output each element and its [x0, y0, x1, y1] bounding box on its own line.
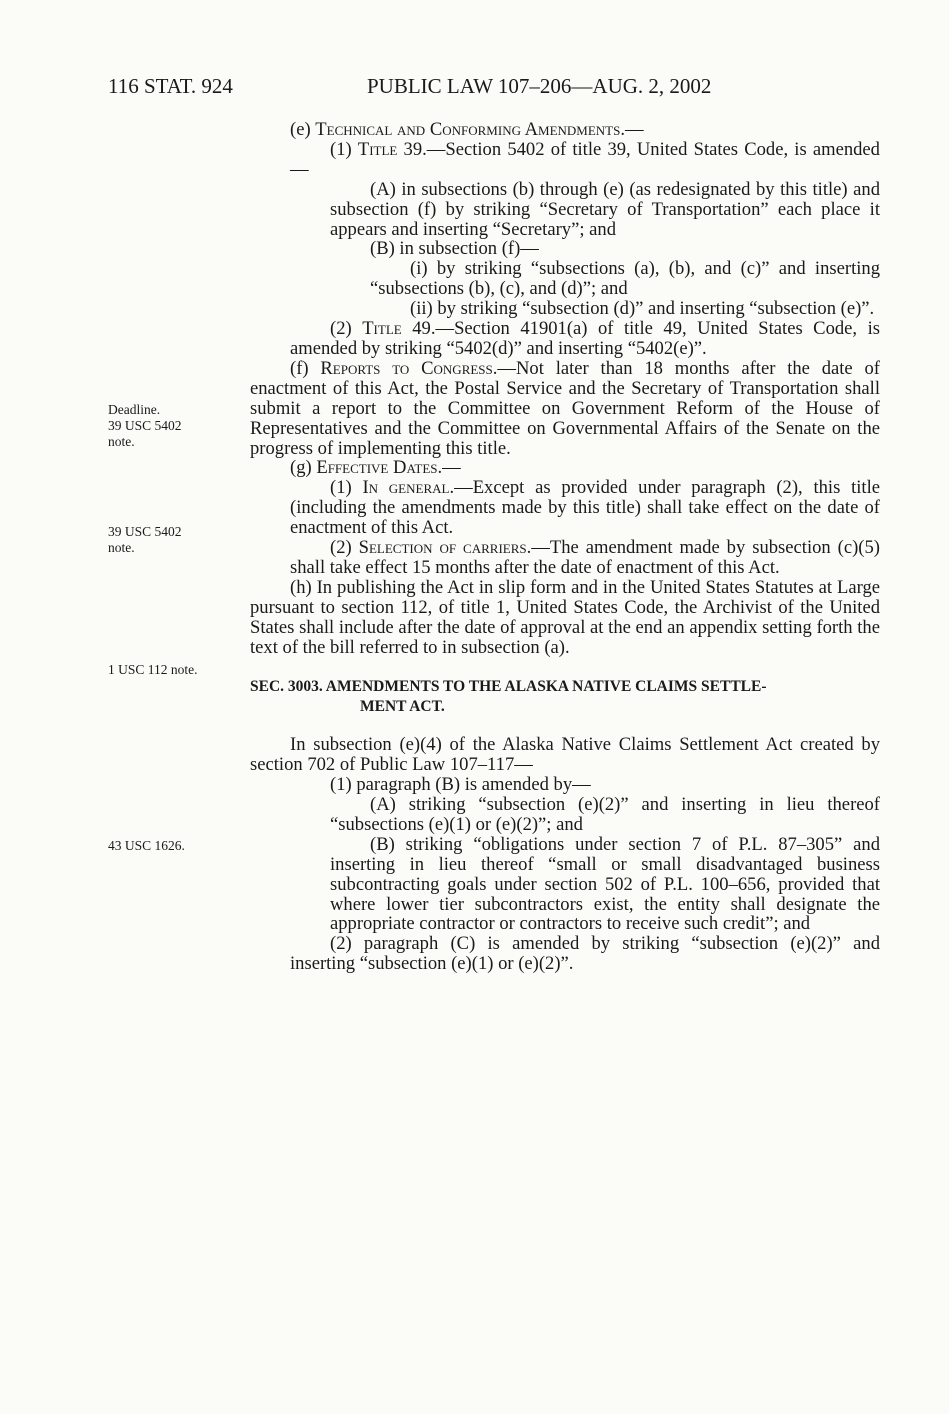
heading: In general: [362, 477, 450, 499]
heading: Reports to Congress: [320, 357, 493, 379]
paragraph-s1: (1) paragraph (B) is amended by—: [330, 774, 591, 796]
text: .—Section 5402 of title 39, United States Code, is amended—: [290, 138, 880, 180]
margin-note-line: Deadline.: [108, 402, 161, 417]
subparagraph-eB: (B) in subsection (f)—: [370, 238, 539, 260]
margin-note-slip-form: 1 USC 112 note.: [108, 662, 198, 677]
subparagraph-sA: (A) striking “subsection (e)(2)” and inserting in lieu thereof “subsections (e)(1) or (e)(2)”; and: [330, 794, 880, 835]
margin-note-line: 39 USC 5402: [108, 524, 182, 539]
section-heading-line: MENT ACT.: [360, 698, 445, 716]
margin-note-deadline: [108, 402, 238, 450]
running-header: PUBLIC LAW 107–206—AUG. 2, 2002: [367, 74, 712, 98]
heading: Selection of carriers: [358, 537, 527, 559]
heading: Technical and Conforming Amendments.—: [315, 119, 644, 140]
section-heading-line: SEC. 3003. AMENDMENTS TO THE ALASKA NATIVE CLAIMS SETTLE-: [250, 678, 767, 696]
label: (2): [330, 318, 363, 340]
paragraph-g1: [250, 478, 880, 538]
margin-note-line: note.: [108, 540, 135, 555]
heading: Effective Dates.—: [316, 457, 461, 479]
label: (1): [330, 477, 363, 499]
paragraph-e2: [250, 319, 880, 359]
label: (2): [330, 537, 359, 559]
margin-note-line: note.: [108, 434, 135, 449]
section-intro: In subsection (e)(4) of the Alaska Native Claims Settlement Act created by section 702 of Public Law 107–117—: [250, 734, 880, 776]
section-heading: [250, 677, 880, 717]
subsection-h: (h) In publishing the Act in slip form and in the United States Statutes at Large pursuant to section 112, of title 1, United States Code, the Archivist of the United States shall include after the date of approval at the end an appendix setting forth the text of the bill referred to in subsection (a).: [250, 576, 880, 658]
paragraph-s2: (2) paragraph (C) is amended by striking “subsection (e)(2)” and inserting “subsection (e)(1) or (e)(2)”.: [290, 933, 880, 975]
subparagraph-eA: (A) in subsections (b) through (e) (as redesignated by this title) and subsection (f) by striking “Secretary of Transportation” each place it appears and inserting “Secretary”; and: [330, 178, 880, 240]
subsection-e: [250, 120, 880, 140]
heading: Title 39: [357, 138, 423, 160]
paragraph-e1: [250, 140, 880, 180]
text: .—The amendment made by subsection (c)(5) shall take effect 15 months after the date of enactment of this Act.: [290, 537, 880, 578]
clause-ei: (i) by striking “subsections (a), (b), and (c)” and inserting “subsections (b), (c), and (d)”; and: [370, 258, 880, 300]
label: (g): [290, 457, 317, 479]
text: .—Not later than 18 months after the date of enactment of this Act, the Postal Service and the Secretary of Transportation shall submit a report to the Committee on Government Reform of the House of Representatives and the Committee on Governmental Affairs of the Senate on the progress of implementing this title.: [250, 357, 880, 459]
paragraph-g2: [250, 538, 880, 578]
heading: Title 49: [362, 318, 431, 340]
subsection-g: [250, 458, 880, 478]
margin-note-effective-dates: [108, 524, 238, 556]
label: (f): [290, 357, 321, 379]
body-text: [250, 120, 880, 974]
subsection-f: [250, 359, 880, 459]
text: .—Section 41901(a) of title 49, United States Code, is amended by striking “5402(d)” and inserting “5402(e)”.: [290, 318, 880, 359]
clause-eii: (ii) by striking “subsection (d)” and inserting “subsection (e)”.: [410, 298, 875, 320]
margin-note-alaska: 43 USC 1626.: [108, 838, 185, 853]
subparagraph-sB: (B) striking “obligations under section 7 of P.L. 87–305” and inserting in lieu thereof “small or small disadvantaged business subcontracting goals under section 502 of P.L. 100–656, provided that where lower tier subcontractors exist, the entity shall designate the appropriate contractor or contractors to receive such credit”; and: [330, 833, 880, 935]
stat-page-number: 116 STAT. 924: [108, 74, 233, 98]
label: (1): [330, 138, 358, 160]
label: (e): [290, 119, 316, 140]
text: .—Except as provided under paragraph (2), this title (including the amendments made by this title) shall take effect on the date of enactment of this Act.: [290, 477, 880, 539]
margin-note-line: 39 USC 5402: [108, 418, 182, 433]
